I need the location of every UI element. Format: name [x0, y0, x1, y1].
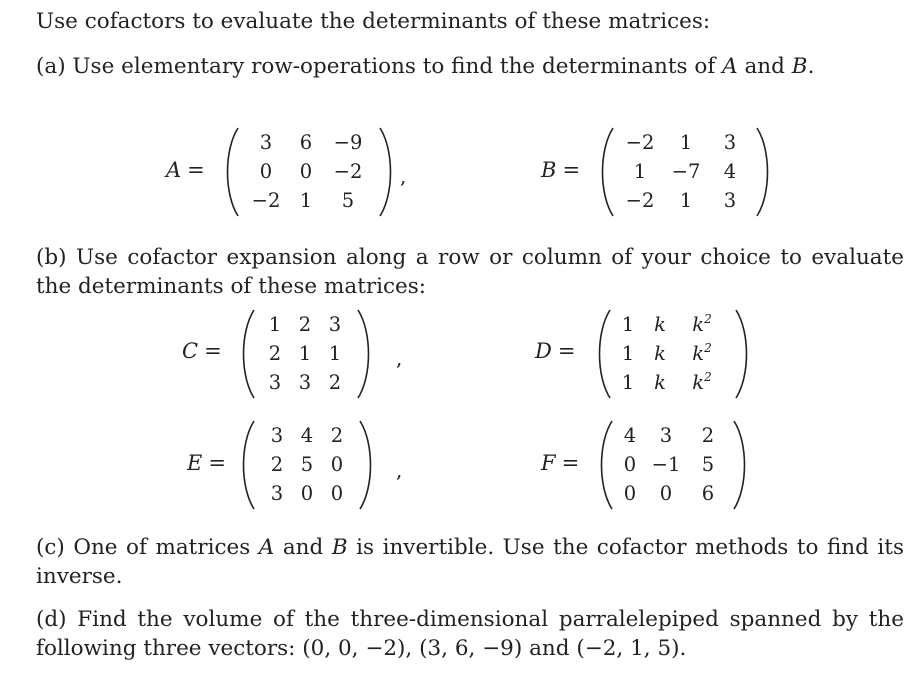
matrix-e-grid [262, 421, 352, 508]
matrix-e [238, 419, 388, 511]
matrix-c [238, 308, 388, 400]
matrix-b-grid [617, 128, 751, 215]
matrix-b-cell: −7 [671, 160, 701, 183]
matrix-e-cell: 0 [330, 482, 344, 505]
matrix-d-cell: 1 [621, 371, 635, 394]
matrix-e-cell: 3 [270, 424, 284, 447]
matrix-d-cell: $k^2$ [692, 341, 712, 365]
matrix-b-label: B = [541, 158, 581, 182]
matrix-f-cell: 6 [701, 482, 715, 505]
left-paren-icon [222, 126, 240, 218]
matrix-f-cell: 4 [623, 424, 637, 447]
part-d-text: (d) Find the volume of the three-dimensional parralelepiped spanned by the following three vectors: (0, 0, −2), (3, 6, −9) and (−2, 1, 5). [36, 607, 904, 661]
matrix-a-cell: −9 [333, 131, 363, 154]
matrix-c-cell: 1 [328, 342, 342, 365]
matrix-f [596, 419, 756, 511]
matrix-b-cell: 3 [723, 189, 737, 212]
part-c-text: (c) One of matrices A and B is invertible. Use the cofactor methods to find its inverse. [36, 535, 904, 589]
matrix-f-cell: 3 [659, 424, 673, 447]
intro-text: Use cofactors to evaluate the determinants of these matrices: [36, 9, 711, 34]
matrix-e-cell: 0 [300, 482, 314, 505]
matrix-f-grid [618, 421, 726, 508]
matrix-a [222, 126, 402, 218]
left-paren-icon [238, 419, 256, 511]
matrix-a-cell: 3 [259, 131, 273, 154]
matrix-e-cell: 2 [270, 453, 284, 476]
comma: , [396, 346, 403, 370]
comma: , [400, 164, 407, 188]
left-paren-icon [594, 308, 612, 400]
matrix-c-cell: 2 [328, 371, 342, 394]
matrix-c-cell: 1 [268, 313, 282, 336]
matrix-f-label: F = [541, 451, 580, 475]
matrix-a-label: A = [166, 158, 205, 182]
matrix-b-cell: −2 [625, 189, 655, 212]
matrix-d-cell: 1 [621, 342, 635, 365]
matrix-f-cell: 5 [701, 453, 715, 476]
matrix-b [597, 126, 777, 218]
right-paren-icon [755, 126, 773, 218]
matrix-e-cell: 2 [330, 424, 344, 447]
left-paren-icon [596, 419, 614, 511]
matrix-c-cell: 3 [298, 371, 312, 394]
matrix-c-label: C = [182, 339, 222, 363]
right-paren-icon [356, 308, 374, 400]
matrix-c-cell: 2 [298, 313, 312, 336]
right-paren-icon [378, 126, 396, 218]
matrix-f-cell: 0 [623, 453, 637, 476]
matrix-d-label: D = [535, 339, 576, 363]
matrix-a-grid [244, 128, 372, 215]
matrix-a-cell: 6 [299, 131, 313, 154]
matrix-f-cell: 2 [701, 424, 715, 447]
left-paren-icon [597, 126, 615, 218]
matrix-b-cell: 1 [679, 189, 693, 212]
matrix-f-cell: −1 [651, 453, 681, 476]
right-paren-icon [734, 308, 752, 400]
matrix-b-cell: 1 [679, 131, 693, 154]
matrix-d [594, 308, 764, 400]
matrix-f-cell: 0 [623, 482, 637, 505]
matrix-e-label: E = [187, 451, 226, 475]
matrix-d-grid [616, 310, 724, 397]
matrix-d-cell: 1 [621, 313, 635, 336]
comma: , [396, 458, 403, 482]
matrix-a-cell: −2 [333, 160, 363, 183]
matrix-c-grid [260, 310, 350, 397]
part-a-text: (a) Use elementary row-operations to find the determinants of A and B. [36, 54, 815, 79]
matrix-c-cell: 2 [268, 342, 282, 365]
matrix-e-cell: 4 [300, 424, 314, 447]
matrix-d-cell: k [654, 313, 666, 336]
right-paren-icon [358, 419, 376, 511]
right-paren-icon [732, 419, 750, 511]
matrix-c-cell: 3 [268, 371, 282, 394]
matrix-b-cell: 3 [723, 131, 737, 154]
matrix-d-cell: k [654, 371, 666, 394]
matrix-b-cell: 4 [723, 160, 737, 183]
matrix-c-cell: 1 [298, 342, 312, 365]
matrix-e-cell: 3 [270, 482, 284, 505]
matrix-c-cell: 3 [328, 313, 342, 336]
matrix-a-cell: 0 [299, 160, 313, 183]
part-b-text: (b) Use cofactor expansion along a row or column of your choice to evaluate the determinants of these matrices: [36, 245, 904, 299]
matrix-e-cell: 0 [330, 453, 344, 476]
matrix-d-cell: k [654, 342, 666, 365]
matrix-a-cell: −2 [251, 189, 281, 212]
matrix-a-cell: 1 [299, 189, 313, 212]
matrix-b-cell: −2 [625, 131, 655, 154]
matrix-e-cell: 5 [300, 453, 314, 476]
left-paren-icon [238, 308, 256, 400]
matrix-d-cell: $k^2$ [692, 370, 712, 394]
matrix-d-cell: $k^2$ [692, 312, 712, 336]
matrix-f-cell: 0 [659, 482, 673, 505]
matrix-a-cell: 5 [341, 189, 355, 212]
matrix-a-cell: 0 [259, 160, 273, 183]
matrix-b-cell: 1 [633, 160, 647, 183]
